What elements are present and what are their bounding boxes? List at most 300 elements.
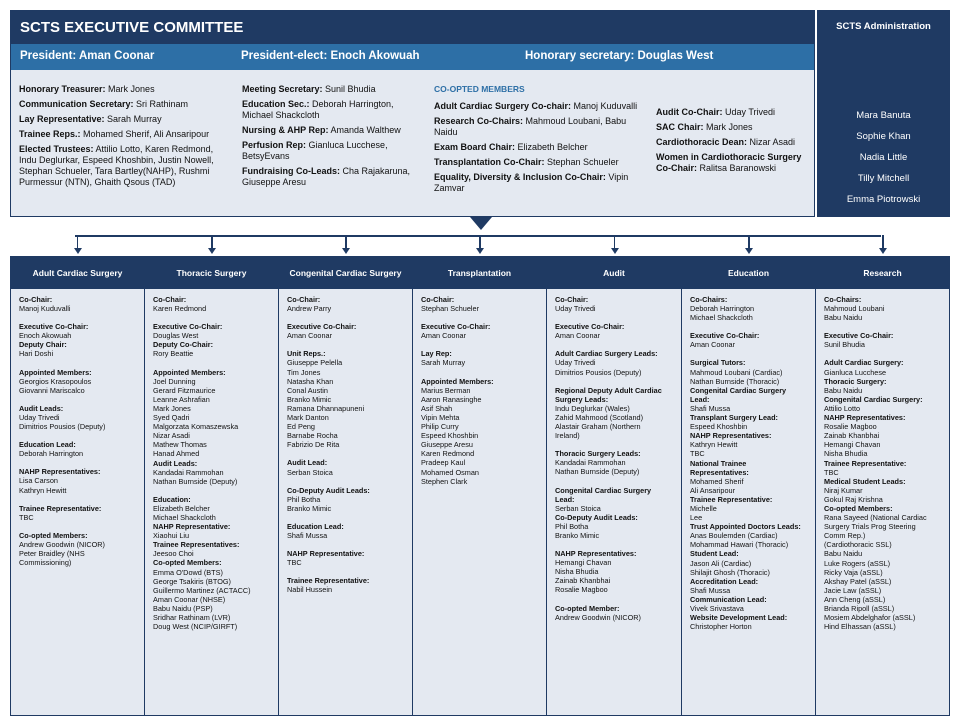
role-heading: Co-opted Member: [555, 603, 620, 613]
role-heading: NAHP Representative: [153, 522, 231, 532]
committee-column [413, 256, 547, 716]
member-name: Nathan Burnside (Deputy) [153, 476, 238, 486]
officer-role: Women in Cardiothoracic Surgery Co-Chair: [656, 152, 802, 173]
spacer [824, 349, 942, 358]
officer-entry [434, 101, 639, 112]
member-name: Andrew Goodwin (NICOR) [19, 539, 105, 549]
coopted-title: CO-OPTED MEMBERS [434, 84, 525, 94]
member-name: Andrew Parry [287, 304, 332, 314]
role-heading: Co-Chair: [153, 295, 187, 304]
page-title: SCTS EXECUTIVE COMMITTEE [11, 11, 814, 44]
member-name: Hemangi Chavan [824, 440, 881, 450]
role-heading: Lead: [555, 494, 575, 504]
member-name: Mahmoud Loubani [824, 304, 885, 314]
committee-column [816, 256, 950, 716]
officers-bar [11, 44, 814, 70]
president-elect-label: President-elect: Enoch Akowuah [241, 50, 420, 62]
spacer [19, 359, 137, 368]
officer-role: Fundraising Co-Leads: [242, 166, 341, 176]
officer-role: SAC Chair: [656, 122, 704, 132]
role-heading: Audit Leads: [19, 403, 64, 413]
spacer [19, 495, 137, 504]
officer-name: Mark Jones [105, 84, 155, 94]
member-name: Branko Mimic [287, 503, 332, 513]
member-name: TBC [690, 449, 705, 459]
member-name: Comm Rep.) [824, 531, 866, 541]
officer-entry [242, 99, 424, 121]
role-heading: Co-Chair: [555, 295, 589, 304]
member-name: Ramana Dhannapuneni [287, 403, 365, 413]
role-heading: National Trainee [690, 458, 747, 468]
role-heading: Trust Appointed Doctors Leads: [690, 522, 801, 532]
role-heading: Congenital Cardiac Surgery: [824, 394, 923, 404]
spacer [287, 449, 405, 458]
member-name: Gerard Fitzmaurice [153, 385, 216, 395]
officer-role: Cardiothoracic Dean: [656, 137, 748, 147]
member-name: Babu Naidu [824, 549, 863, 559]
member-name: Uday Trivedi [555, 304, 596, 314]
committee-members [682, 289, 815, 631]
committee-column [10, 256, 145, 716]
member-name: Gianluca Lucchese [824, 367, 887, 377]
member-name: Emma O'Dowd (BTS) [153, 567, 223, 577]
role-heading: Deputy Co-Chair: [153, 340, 213, 350]
member-name: Ann Cheng (aSSL) [824, 594, 886, 604]
member-name: Kandadai Rammohan [153, 467, 224, 477]
role-heading: Trainee Representative: [824, 458, 907, 468]
admin-members-list [817, 105, 950, 210]
member-name: Jeesoo Choi [153, 549, 194, 559]
member-name: Kandadai Rammohan [555, 458, 626, 468]
role-heading: Education Lead: [287, 521, 344, 531]
member-name: Marius Berman [421, 385, 471, 395]
spacer [555, 313, 674, 322]
member-name: Sridhar Rathinam (LVR) [153, 613, 231, 622]
member-name: Lisa Carson [19, 476, 58, 486]
role-heading: Co-Chair: [287, 295, 321, 304]
officer-entry [19, 129, 233, 140]
officer-role: Nursing & AHP Rep: [242, 125, 329, 135]
officer-role: Exam Board Chair: [434, 142, 516, 152]
member-name: Leanne Ashrafian [153, 394, 210, 404]
officer-role: Trainee Reps.: [19, 129, 81, 139]
officer-role: Equality, Diversity & Inclusion Co-Chair: [434, 172, 606, 182]
officer-entry [434, 116, 639, 138]
role-heading: Thoracic Surgery: [824, 376, 887, 386]
arrow-tip [611, 248, 619, 254]
member-name: Philip Curry [421, 422, 459, 432]
spacer [555, 340, 674, 349]
member-name: Kathryn Hewitt [19, 485, 67, 495]
role-heading: Executive Co-Chair: [421, 322, 491, 332]
spacer [19, 395, 137, 404]
officer-name: Amanda Walthew [328, 125, 401, 135]
role-heading: Education Lead: [19, 440, 76, 450]
committee-title: Education [682, 257, 815, 289]
member-name: Peter Braidley (NHS [19, 548, 85, 558]
member-name: Michael Shackcloth [690, 313, 753, 323]
spacer [555, 477, 674, 486]
committee-members [816, 289, 949, 631]
officer-entry [434, 142, 639, 153]
member-name: Phil Botha [555, 521, 589, 531]
officer-name: Manoj Kuduvalli [571, 101, 638, 111]
role-heading: Executive Co-Chair: [19, 322, 89, 332]
member-name: Nizar Asadi [153, 431, 190, 441]
officers-column-1 [19, 84, 233, 192]
officer-name: Sunil Bhudia [322, 84, 376, 94]
member-name: Sarah Murray [421, 358, 466, 368]
member-name: Nisha Bhudia [824, 449, 868, 459]
member-name: Brianda Ripoll (aSSL) [824, 604, 895, 613]
role-heading: Co-opted Members: [153, 558, 222, 568]
role-heading: Surgical Tutors: [690, 358, 746, 368]
role-heading: NAHP Representatives: [690, 431, 772, 441]
committee-title: Congenital Cardiac Surgery [279, 257, 412, 289]
member-name: Babu Naidu [824, 313, 863, 323]
committee-members [547, 289, 681, 622]
member-name: Babu Naidu (PSP) [153, 603, 213, 613]
officer-name: Deborah Harrington, Michael Shackcloth [242, 99, 394, 120]
member-name: Zainab Khanbhai [555, 576, 611, 586]
role-heading: Lead: [690, 394, 710, 404]
arrow-tip [74, 248, 82, 254]
officer-role: Elected Trustees: [19, 144, 94, 154]
spacer [153, 313, 271, 322]
member-name: Xiaohui Liu [153, 531, 190, 541]
committee-members [145, 289, 278, 631]
officer-entry [656, 152, 812, 174]
member-name: Conal Austin [287, 385, 328, 395]
member-name: Shafi Mussa [690, 403, 731, 413]
member-name: Barnabe Rocha [287, 431, 338, 441]
member-name: Natasha Khan [287, 376, 334, 386]
spacer [690, 349, 808, 358]
role-heading: Transplant Surgery Lead: [690, 413, 778, 423]
member-name: Deborah Harrington [690, 304, 755, 314]
member-name: Vivek Srivastava [690, 604, 744, 613]
spacer [19, 522, 137, 531]
officers-column-2 [242, 84, 424, 192]
officer-entry [656, 107, 812, 118]
member-name: Akshay Patel (aSSL) [824, 576, 892, 586]
officer-name: Cha Rajakaruna, Giuseppe Aresu [242, 166, 411, 187]
member-name: Tim Jones [287, 367, 321, 377]
member-name: Alastair Graham (Northern [555, 422, 641, 432]
member-name: Doug West (NCIP/GIRFT) [153, 622, 238, 632]
spacer [19, 431, 137, 440]
member-name: Lee [690, 513, 703, 523]
member-name: Phil Botha [287, 494, 321, 504]
member-name: Uday Trivedi [555, 358, 596, 368]
member-name: Ricky Vaja (aSSL) [824, 567, 883, 577]
member-name: Andrew Goodwin (NICOR) [555, 612, 641, 622]
spacer [153, 486, 271, 495]
member-name: Aman Coonar (NHSE) [153, 594, 226, 604]
member-name: Mathew Thomas [153, 440, 207, 450]
coopted-column [434, 84, 639, 198]
arrow-tip [476, 248, 484, 254]
member-name: Rory Beattie [153, 349, 194, 359]
member-name: Hemangi Chavan [555, 558, 612, 568]
member-name: Branko Mimic [287, 394, 332, 404]
member-name: Enoch Akowuah [19, 331, 72, 341]
role-heading: Trainee Representative: [287, 576, 370, 586]
role-heading: Executive Co-Chair: [555, 322, 625, 332]
member-name: Fabrizio De Rita [287, 440, 340, 450]
spacer [421, 313, 539, 322]
member-name: Asif Shah [421, 403, 453, 413]
executive-committee-panel [10, 10, 815, 217]
officer-entry [19, 144, 233, 188]
officer-entry [242, 166, 424, 188]
member-name: Stephan Schueler [421, 304, 480, 314]
member-name: Zainab Khanbhai [824, 431, 880, 441]
member-name: Giuseppe Pelella [287, 358, 343, 368]
member-name: Nisha Bhudia [555, 567, 599, 577]
role-heading: NAHP Representatives: [19, 467, 101, 477]
committee-members [413, 289, 546, 486]
member-name: TBC [824, 467, 839, 477]
spacer [555, 595, 674, 604]
role-heading: Executive Co-Chair: [690, 331, 760, 341]
member-name: Giovanni Mariscalco [19, 385, 85, 395]
officer-entry [242, 125, 424, 136]
spacer [690, 322, 808, 331]
member-name: Hind Elhassan (aSSL) [824, 622, 896, 632]
officer-role: Lay Representative: [19, 114, 105, 124]
role-heading: Regional Deputy Adult Cardiac [555, 385, 662, 395]
member-name: Karen Redmond [153, 304, 207, 314]
member-name: Nabil Hussein [287, 585, 333, 595]
member-name: Mahmoud Loubani (Cardiac) [690, 367, 783, 377]
member-name: (Cardiothoracic SSL) [824, 540, 892, 550]
officer-entry [656, 122, 812, 133]
role-heading: Executive Co-Chair: [287, 322, 357, 332]
officer-name: Ralitsa Baranowski [697, 163, 777, 173]
role-heading: Education: [153, 494, 191, 504]
member-name: Deborah Harrington [19, 449, 84, 459]
member-name: Mohamed Osman [421, 467, 479, 477]
officer-role: Communication Secretary: [19, 99, 134, 109]
member-name: Dimitrios Pousios (Deputy) [19, 422, 106, 432]
member-name: Manoj Kuduvalli [19, 304, 71, 314]
officer-name: Mahmoud Loubani, Babu Naidu [434, 116, 627, 137]
role-heading: Co-Deputy Audit Leads: [555, 512, 638, 522]
member-name: Commissioning) [19, 558, 72, 568]
officer-name: Mark Jones [703, 122, 753, 132]
spacer [555, 440, 674, 449]
officer-entry [19, 84, 233, 95]
role-heading: Representatives: [690, 467, 749, 477]
member-name: Ali Ansaripour [690, 485, 736, 495]
officer-role: Transplantation Co-Chair: [434, 157, 545, 167]
officer-entry [656, 137, 812, 148]
role-heading: Thoracic Surgery Leads: [555, 449, 641, 459]
role-heading: Deputy Chair: [19, 340, 67, 350]
committee-column [682, 256, 816, 716]
role-heading: Appointed Members: [421, 376, 494, 386]
role-heading: Co-Chair: [19, 295, 53, 304]
member-name: Jason Ali (Cardiac) [690, 558, 752, 568]
member-name: Uday Trivedi [19, 412, 60, 422]
officer-entry [19, 114, 233, 125]
member-name: Espeed Khoshbin [421, 431, 479, 441]
officer-name: Sarah Murray [104, 114, 162, 124]
officer-entry [434, 172, 639, 194]
admin-member: Nadia Little [859, 152, 908, 163]
role-heading: Co-Chair: [421, 295, 455, 304]
spacer [287, 340, 405, 349]
member-name: Malgorzata Komaszewska [153, 422, 239, 432]
member-name: Shafi Mussa [287, 530, 328, 540]
member-name: Hari Doshi [19, 349, 54, 359]
member-name: Branko Mimic [555, 530, 600, 540]
member-name: Niraj Kumar [824, 485, 863, 495]
committee-title: Research [816, 257, 949, 289]
member-name: Serban Stoica [555, 503, 601, 513]
member-name: Aman Coonar [421, 331, 467, 341]
officer-entry [19, 99, 233, 110]
member-name: Nathan Burnside (Thoracic) [690, 376, 780, 386]
officer-role: Audit Co-Chair: [656, 107, 723, 117]
committee-title: Thoracic Surgery [145, 257, 278, 289]
officer-name: Attilio Lotto, Karen Redmond, Indu Deglurkar, Espeed Khoshbin, Justin Nowell, Stephan Schueler, Tara Bartley(NAHP), Rushmi Purmessur (NTN), Ghaith Qsous (TAD) [19, 144, 214, 187]
officer-name: Uday Trivedi [722, 107, 776, 117]
member-name: Aaron Ranasinghe [421, 394, 482, 404]
officer-name: Mohamed Sherif, Ali Ansaripour [80, 129, 210, 139]
member-name: Surgery Trials Prog Steering [824, 522, 916, 532]
arrow-tip [342, 248, 350, 254]
member-name: Mohammad Hawari (Thoracic) [690, 540, 789, 550]
spacer [287, 540, 405, 549]
role-heading: Audit Lead: [287, 458, 328, 468]
spacer [287, 567, 405, 576]
member-name: Karen Redmond [421, 449, 475, 459]
spacer [824, 322, 942, 331]
officer-entry [242, 140, 424, 162]
committee-column [547, 256, 682, 716]
member-name: Dimitrios Pousios (Deputy) [555, 367, 642, 377]
member-name: Vipin Mehta [421, 412, 460, 422]
coopted-column-2 [656, 107, 812, 178]
role-heading: Co-Chairs: [824, 295, 862, 304]
officer-role: Education Sec.: [242, 99, 310, 109]
committee-title: Transplantation [413, 257, 546, 289]
member-name: Shafi Mussa [690, 585, 731, 595]
member-name: Mark Danton [287, 413, 329, 423]
role-heading: Co-Chairs: [690, 295, 728, 304]
member-name: Rosalie Magboo [824, 422, 877, 432]
role-heading: Appointed Members: [153, 367, 226, 377]
member-name: Espeed Khoshbin [690, 422, 748, 432]
spacer [555, 377, 674, 386]
role-heading: NAHP Representatives: [824, 413, 906, 423]
committee-column [145, 256, 279, 716]
member-name: TBC [287, 558, 302, 568]
president-label: President: Aman Coonar [20, 50, 155, 62]
member-name: Hanad Ahmed [153, 449, 200, 459]
role-heading: Lay Rep: [421, 349, 452, 359]
admin-member: Tilly Mitchell [857, 173, 910, 184]
admin-member: Mara Banuta [856, 110, 911, 121]
role-heading: Student Lead: [690, 549, 739, 559]
spacer [555, 540, 674, 549]
officer-role: Adult Cardiac Surgery Co-chair: [434, 101, 572, 111]
member-name: Joel Dunning [153, 376, 196, 386]
committee-title: Adult Cardiac Surgery [11, 257, 144, 289]
role-heading: Congenital Cardiac Surgery [555, 485, 652, 495]
officer-entry [242, 84, 424, 95]
arrow-tip [745, 248, 753, 254]
officer-name: Vipin Zamvar [434, 172, 629, 193]
spacer [19, 458, 137, 467]
member-name: Stephen Clark [421, 476, 468, 486]
spacer [421, 340, 539, 349]
role-heading: NAHP Representative: [287, 549, 365, 559]
officer-role: Perfusion Rep: [242, 140, 307, 150]
role-heading: Adult Cardiac Surgery: [824, 358, 904, 368]
admin-title: SCTS Administration [836, 21, 931, 32]
secretary-label: Honorary secretary: Douglas West [525, 50, 714, 62]
officer-role: Honorary Treasurer: [19, 84, 106, 94]
committee-column [279, 256, 413, 716]
member-name: Giuseppe Aresu [421, 440, 473, 450]
member-name: Rana Sayeed (National Cardiac [824, 513, 927, 523]
role-heading: Trainee Representatives: [153, 540, 240, 550]
administration-panel [817, 10, 950, 217]
connector-line [75, 235, 881, 237]
role-heading: Adult Cardiac Surgery Leads: [555, 349, 658, 359]
member-name: Christopher Horton [690, 622, 752, 632]
admin-member: Sophie Khan [856, 131, 911, 142]
member-name: Guillermo Martinez (ACTACC) [153, 585, 251, 595]
member-name: Indu Deglurkar (Wales) [555, 403, 630, 413]
role-heading: Co-Deputy Audit Leads: [287, 485, 370, 495]
role-heading: Accreditation Lead: [690, 576, 759, 586]
committee-members [279, 289, 412, 594]
member-name: Luke Rogers (aSSL) [824, 558, 891, 568]
role-heading: Communication Lead: [690, 594, 767, 604]
role-heading: Audit Leads: [153, 458, 198, 468]
role-heading: Appointed Members: [19, 367, 92, 377]
member-name: Ireland) [555, 431, 580, 441]
role-heading: NAHP Representatives: [555, 549, 637, 559]
member-name: Rosalie Magboo [555, 585, 608, 595]
member-name: TBC [19, 512, 34, 522]
member-name: Ed Peng [287, 422, 315, 432]
member-name: Sunil Bhudia [824, 340, 865, 350]
officer-name: Elizabeth Belcher [515, 142, 588, 152]
spacer [287, 313, 405, 322]
member-name: Serban Stoica [287, 467, 333, 477]
role-heading: Trainee Representative: [690, 494, 773, 504]
role-heading: Congenital Cardiac Surgery [690, 385, 787, 395]
committee-title: Audit [547, 257, 681, 289]
officer-role: Meeting Secretary: [242, 84, 323, 94]
role-heading: Unit Reps.: [287, 349, 326, 359]
member-name: Aman Coonar [555, 331, 601, 341]
role-heading: Medical Student Leads: [824, 476, 906, 486]
member-name: Mosiem Abdelghafor (aSSL) [824, 613, 916, 623]
spacer [153, 359, 271, 368]
member-name: Pradeep Kaul [421, 458, 466, 468]
member-name: Aman Coonar [287, 331, 333, 341]
admin-member: Emma Piotrowski [846, 194, 921, 205]
member-name: Mark Jones [153, 403, 191, 413]
officer-entry [434, 157, 639, 168]
role-heading: Executive Co-Chair: [824, 331, 894, 341]
